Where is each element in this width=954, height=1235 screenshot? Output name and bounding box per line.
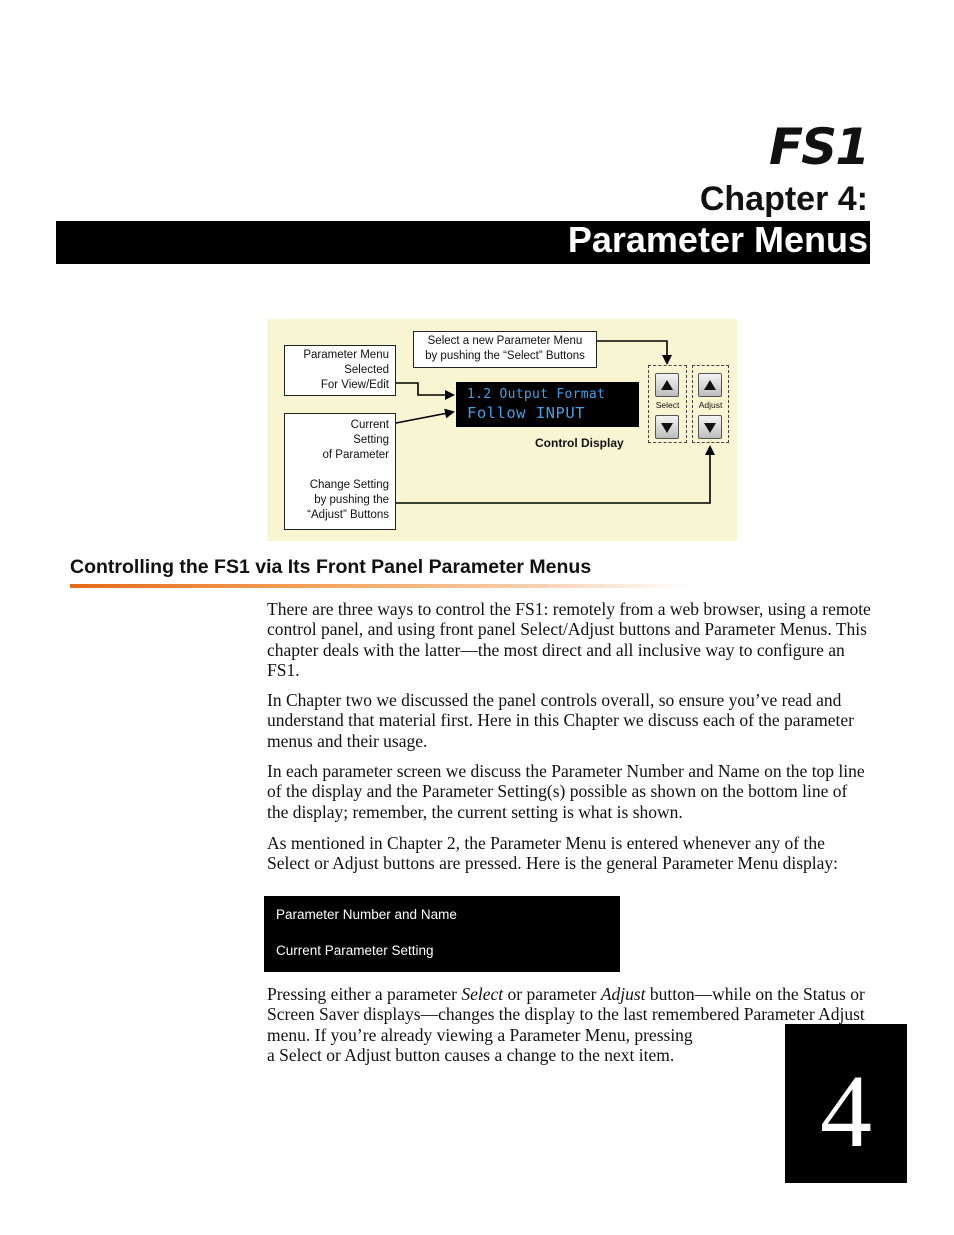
emphasis-adjust: Adjust	[600, 984, 646, 1004]
parameter-setting-line: Current Parameter Setting	[276, 943, 434, 958]
section-rule	[70, 584, 690, 588]
paragraph-text: In each parameter screen we discuss the Parameter Number and Name on the top line of the display and the Parameter Setting(s) possible as shown on the bottom line of the display; remember, the current setting is what is shown.	[267, 761, 865, 822]
body-paragraph-5	[267, 984, 867, 1045]
product-name: FS1	[769, 118, 868, 176]
text-run: Pressing either a parameter	[267, 984, 462, 1004]
body-paragraph-5-last-line	[267, 1045, 787, 1065]
callout-menu-selected	[284, 345, 396, 396]
adjust-down-button[interactable]	[698, 415, 722, 439]
body-paragraph-2	[267, 690, 871, 751]
paragraph-text	[267, 984, 867, 1045]
arrow-down-icon	[704, 423, 716, 433]
callout-text: Setting	[353, 434, 389, 446]
control-display-label: Control Display	[535, 436, 624, 450]
callout-text: by pushing the	[314, 494, 389, 506]
callout-text: “Adjust” Buttons	[307, 509, 389, 521]
callout-text: Current	[350, 419, 389, 431]
callout-text: Parameter Menu	[303, 349, 389, 361]
text-run: or parameter	[503, 984, 601, 1004]
lcd-display	[456, 382, 639, 427]
arrow-up-icon	[704, 380, 716, 390]
arrow-menu-selected	[396, 383, 453, 395]
callout-text: Selected	[344, 364, 389, 376]
select-button-group	[648, 365, 687, 443]
arrow-change-setting	[396, 447, 710, 503]
lcd-line-2: Follow INPUT	[467, 404, 585, 422]
select-down-button[interactable]	[655, 415, 679, 439]
arrow-down-icon	[661, 423, 673, 433]
callout-current-setting	[284, 413, 396, 530]
adjust-button-group	[692, 365, 729, 443]
emphasis-select: Select	[461, 984, 504, 1004]
arrow-select-new	[597, 341, 667, 363]
section-heading: Controlling the FS1 via Its Front Panel Parameter Menus	[70, 556, 592, 578]
chapter-number-tab	[785, 1024, 907, 1183]
body-paragraph-4	[267, 833, 871, 874]
select-up-button[interactable]	[655, 373, 679, 397]
callout-select-new	[413, 331, 597, 368]
select-label: Select	[655, 400, 680, 410]
paragraph-text: In Chapter two we discussed the panel controls overall, so ensure you’ve read and understand that material first. Here in this Chapter we discuss each of the parameter menus and their usage.	[267, 690, 855, 751]
callout-text: For View/Edit	[320, 379, 389, 391]
chapter-label: Chapter 4:	[699, 180, 868, 218]
paragraph-text: There are three ways to control the FS1: remotely from a web browser, using a remote control panel, and using front panel Select/Adjust buttons and Parameter Menus. This chapter deals with the latter—the most direct and all inclusive way to configure an FS1.	[267, 599, 871, 680]
chapter-title-bar	[56, 221, 870, 264]
adjust-up-button[interactable]	[698, 373, 722, 397]
callout-text: Select a new Parameter Menu	[427, 335, 583, 347]
lcd-line-1: 1.2 Output Format	[467, 387, 606, 402]
paragraph-text: a Select or Adjust button causes a change to the next item.	[267, 1045, 675, 1065]
callout-text: Change Setting	[309, 479, 389, 491]
parameter-name-line: Parameter Number and Name	[276, 907, 457, 922]
chapter-title: Parameter Menus	[567, 219, 868, 260]
body-paragraph-3	[267, 761, 871, 822]
chapter-number: 4	[820, 1054, 872, 1169]
control-display-diagram	[267, 319, 737, 541]
callout-text: of Parameter	[322, 449, 389, 461]
paragraph-text: As mentioned in Chapter 2, the Parameter Menu is entered whenever any of the Select or Adjust buttons are pressed. Here is the general Parameter Menu display:	[267, 833, 839, 874]
adjust-label: Adjust	[698, 400, 723, 410]
text-run: button—while on the Status or Screen Saver displays—changes the display to the last remembered Parameter Adjust menu. If you’re already viewing a Parameter Menu, pressing	[267, 984, 865, 1045]
parameter-menu-display	[264, 896, 620, 972]
arrow-up-icon	[661, 380, 673, 390]
callout-text: by pushing the “Select” Buttons	[425, 350, 585, 362]
arrow-current-setting	[396, 412, 453, 423]
body-paragraph-1	[267, 599, 871, 680]
